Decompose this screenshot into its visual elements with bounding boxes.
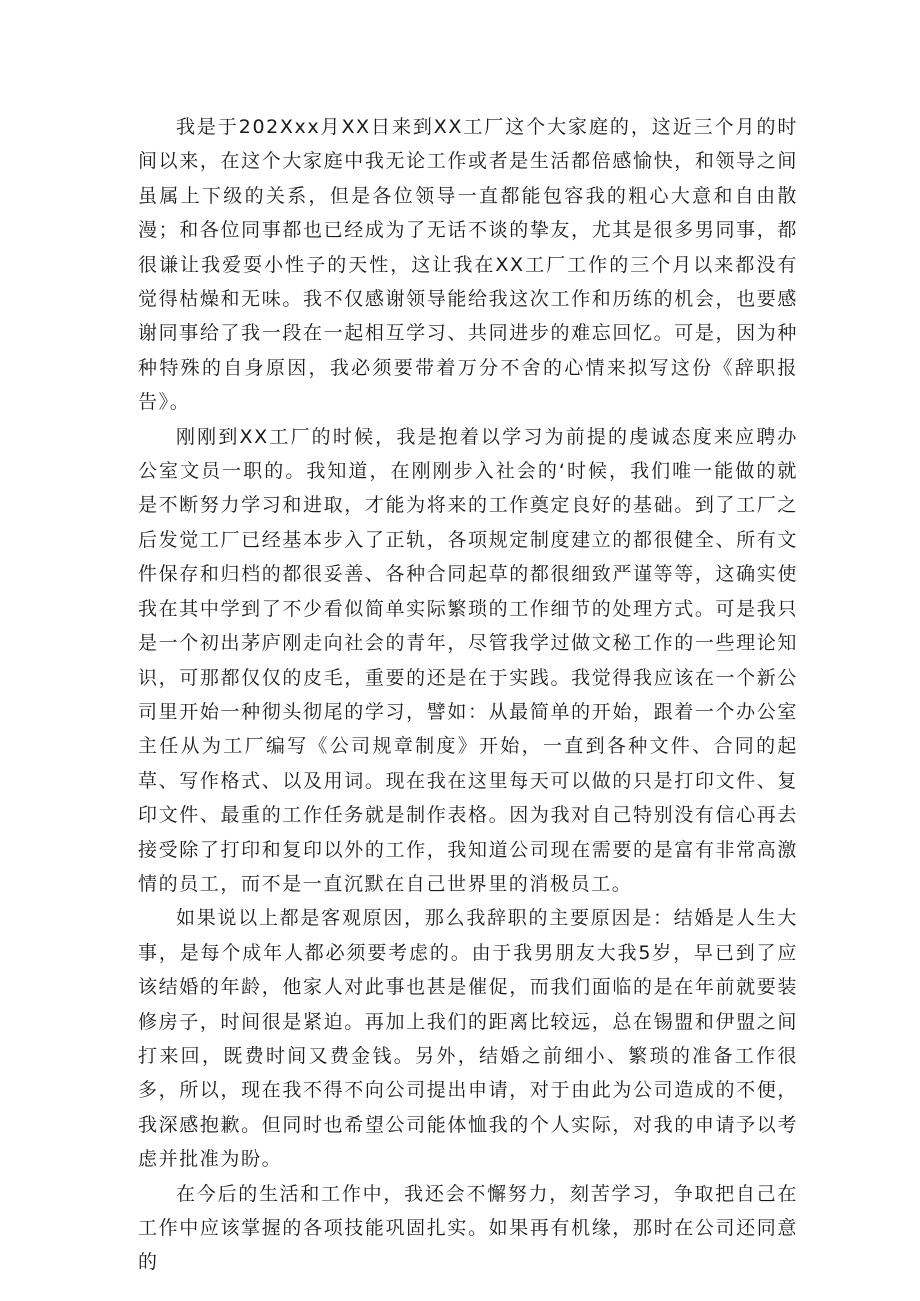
paragraph-resignation-reason: 如果说以上都是客观原因，那么我辞职的主要原因是：结婚是人生大事，是每个成年人都必须要考虑的。由于我男朋友大我5岁，早已到了应该结婚的年龄，他家人对此事也甚是催促，而我们面临的是在年前就要装修房子，时间很是紧迫。再加上我们的距离比较远，总在锡盟和伊盟之间打来回，既费时间又费金钱。另外，结婚之前细小、繁琐的准备工作很多，所以，现在我不得不向公司提出申请，对于由此为公司造成的不便，我深感抱歉。但同时也希望公司能体恤我的个人实际，对我的申请予以考虑并批准为盼。 [138, 907, 798, 1171]
document-body [138, 110, 798, 1280]
paragraph-intro: 我是于202Xxx月XX日来到XX工厂这个大家庭的，这近三个月的时间以来，在这个大家庭中我无论工作或者是生活都倍感愉快，和领导之间虽属上下级的关系，但是各位领导一直都能包容我的粗心大意和自由散漫；和各位同事都也已经成为了无话不谈的挚友，尤其是很多男同事，都很谦让我爱耍小性子的天性，这让我在XX工厂工作的三个月以来都没有觉得枯燥和无味。我不仅感谢领导能给我这次工作和历练的机会，也要感谢同事给了我一段在一起相互学习、共同进步的难忘回忆。可是，因为种种特殊的自身原因，我必须要带着万分不舍的心情来拟写这份《辞职报告》。 [138, 116, 798, 414]
paragraph-work-experience: 刚刚到XX工厂的时候，我是抱着以学习为前提的虔诚态度来应聘办公室文员一职的。我知道，在刚刚步入社会的‘时候，我们唯一能做的就是不断努力学习和进取，才能为将来的工作奠定良好的基础。到了工厂之后发觉工厂已经基本步入了正轨，各项规定制度建立的都很健全、所有文件保存和归档的都很妥善、各种合同起草的都很细致严谨等等，这确实使我在其中学到了不少看似简单实际繁琐的工作细节的处理方式。可是我只是一个初出茅庐刚走向社会的青年，尽管我学过做文秘工作的一些理论知识，可那都仅仅的皮毛，重要的还是在于实践。我觉得我应该在一个新公司里开始一种彻头彻尾的学习，譬如：从最简单的开始，跟着一个办公室主任从为工厂编写《公司规章制度》开始，一直到各种文件、合同的起草、写作格式、以及用词。现在我在这里每天可以做的只是打印文件、复印文件、最重的工作任务就是制作表格。因为我对自己特别没有信心再去接受除了打印和复印以外的工作，我知道公司现在需要的是富有非常高激情的员工，而不是一直沉默在自己世界里的消极员工。 [138, 425, 798, 895]
paragraph-future: 在今后的生活和工作中，我还会不懈努力，刻苦学习，争取把自己在工作中应该掌握的各项技能巩固扎实。如果再有机缘，那时在公司还同意的 [138, 1182, 798, 1274]
